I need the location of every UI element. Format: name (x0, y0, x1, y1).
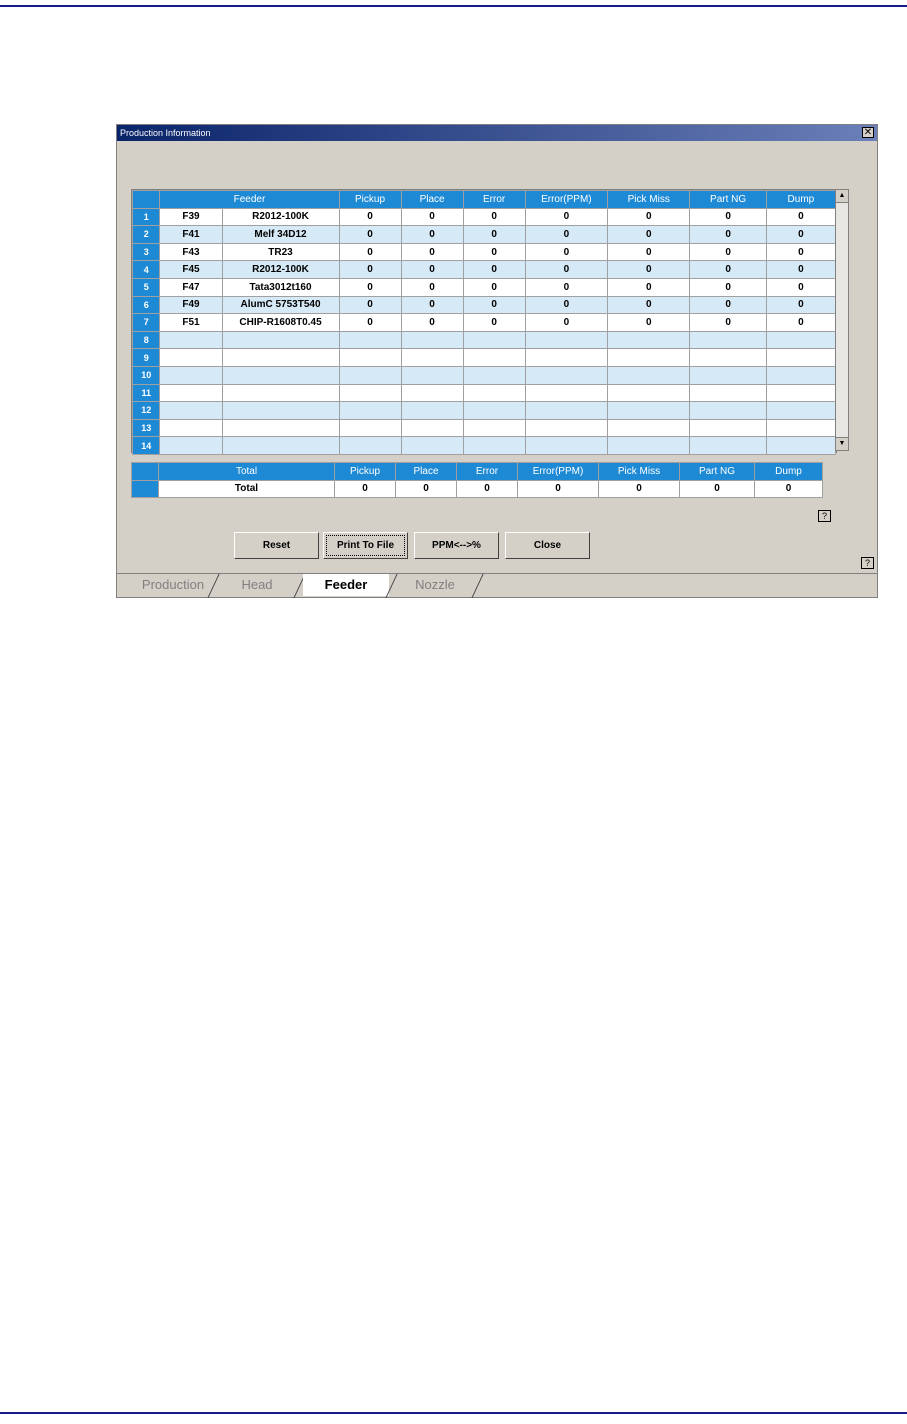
table-row[interactable] (133, 296, 836, 314)
cell-place: 0 (401, 243, 463, 261)
table-row[interactable] (133, 366, 836, 384)
print-to-file-button[interactable]: Print To File (323, 532, 408, 559)
cell-place: 0 (401, 278, 463, 296)
totals-column-header: Part NG (680, 463, 755, 481)
cell-pickup (339, 349, 401, 367)
cell-part (222, 331, 339, 349)
cell-pickup: 0 (339, 261, 401, 279)
ppm-toggle-button[interactable]: PPM<-->% (414, 532, 499, 559)
page-top-rule (0, 5, 907, 7)
cell-error: 0 (463, 296, 525, 314)
cell-error-ppm: 0 (525, 208, 607, 226)
cell-slot: F39 (160, 208, 222, 226)
cell-error-ppm (525, 419, 607, 437)
column-header[interactable]: Part NG (690, 191, 766, 209)
cell-part-ng: 0 (690, 296, 766, 314)
table-row[interactable] (133, 437, 836, 455)
cell-pick-miss: 0 (608, 226, 690, 244)
cell-error: 0 (463, 314, 525, 332)
totals-column-header: Error (457, 463, 518, 481)
cell-part (222, 349, 339, 367)
table-row[interactable] (133, 208, 836, 226)
cell-place: 0 (401, 226, 463, 244)
totals-column-header: Error(PPM) (518, 463, 599, 481)
reset-button[interactable]: Reset (234, 532, 319, 559)
cell-part-ng (690, 402, 766, 420)
row-number: 10 (133, 366, 160, 384)
window-help-icon[interactable]: ? (861, 557, 874, 569)
cell-error-ppm: 0 (525, 278, 607, 296)
cell-error: 0 (463, 226, 525, 244)
row-number: 12 (133, 402, 160, 420)
cell-dump (766, 384, 835, 402)
cell-dump (766, 419, 835, 437)
cell-part: AlumC 5753T540 (222, 296, 339, 314)
cell-slot (160, 349, 222, 367)
cell-error-ppm (525, 331, 607, 349)
table-row[interactable] (133, 261, 836, 279)
totals-table (131, 462, 823, 498)
scroll-up-icon[interactable]: ▲ (836, 190, 848, 203)
cell-place (401, 419, 463, 437)
row-number: 1 (133, 208, 160, 226)
table-row[interactable] (133, 314, 836, 332)
totals-header-row (132, 463, 823, 481)
table-row[interactable] (133, 331, 836, 349)
row-number: 5 (133, 278, 160, 296)
tab-bar (117, 573, 877, 599)
cell-part-ng (690, 366, 766, 384)
cell-place: 0 (401, 208, 463, 226)
row-number: 13 (133, 419, 160, 437)
cell-part-ng (690, 349, 766, 367)
production-information-window (116, 124, 878, 598)
cell-part (222, 384, 339, 402)
table-header-row (133, 191, 836, 209)
cell-dump: 0 (766, 208, 835, 226)
cell-error (463, 366, 525, 384)
cell-part: TR23 (222, 243, 339, 261)
cell-error-ppm (525, 437, 607, 455)
cell-pick-miss (608, 384, 690, 402)
tab-head[interactable]: Head (241, 577, 273, 592)
cell-place (401, 402, 463, 420)
totals-column-header: Total (159, 463, 335, 481)
cell-pick-miss: 0 (608, 314, 690, 332)
totals-column-header: Pick Miss (599, 463, 680, 481)
cell-error (463, 384, 525, 402)
cell-error-ppm (525, 384, 607, 402)
cell-slot (160, 437, 222, 455)
feeder-grid (131, 189, 837, 453)
cell-pickup (339, 402, 401, 420)
row-number: 3 (133, 243, 160, 261)
row-number: 2 (133, 226, 160, 244)
cell-error: 0 (463, 261, 525, 279)
cell-part (222, 437, 339, 455)
cell-error-ppm (525, 366, 607, 384)
row-number: 11 (133, 384, 160, 402)
cell-slot (160, 402, 222, 420)
cell-dump: 0 (766, 314, 835, 332)
totals-value: 0 (335, 480, 396, 498)
cell-part: R2012-100K (222, 208, 339, 226)
close-button[interactable]: Close (505, 532, 590, 559)
cell-slot (160, 419, 222, 437)
header-corner (132, 463, 159, 481)
column-header[interactable]: Pickup (339, 191, 401, 209)
cell-pick-miss: 0 (608, 296, 690, 314)
cell-pickup (339, 419, 401, 437)
close-icon[interactable]: ✕ (863, 127, 873, 138)
cell-slot (160, 331, 222, 349)
cell-pick-miss (608, 419, 690, 437)
cell-part (222, 402, 339, 420)
tab-nozzle[interactable]: Nozzle (415, 577, 455, 592)
cell-error-ppm (525, 349, 607, 367)
totals-row (132, 480, 823, 498)
tab-feeder[interactable]: Feeder (303, 574, 389, 596)
cell-pickup: 0 (339, 314, 401, 332)
scroll-down-icon[interactable]: ▼ (836, 437, 848, 450)
totals-value: 0 (680, 480, 755, 498)
row-number: 9 (133, 349, 160, 367)
cell-part-ng (690, 331, 766, 349)
table-row[interactable] (133, 419, 836, 437)
cell-slot: F45 (160, 261, 222, 279)
totals-value: 0 (599, 480, 680, 498)
cell-slot: F41 (160, 226, 222, 244)
cell-error-ppm: 0 (525, 296, 607, 314)
cell-part: Melf 34D12 (222, 226, 339, 244)
cell-error (463, 437, 525, 455)
column-header[interactable]: Error(PPM) (525, 191, 607, 209)
cell-part (222, 419, 339, 437)
cell-pickup: 0 (339, 243, 401, 261)
cell-slot: F49 (160, 296, 222, 314)
grid-vertical-scrollbar[interactable] (835, 189, 849, 451)
row-number: 8 (133, 331, 160, 349)
totals-value: 0 (396, 480, 457, 498)
totals-value: 0 (518, 480, 599, 498)
row-number: 14 (133, 437, 160, 455)
totals-column-header: Pickup (335, 463, 396, 481)
cell-dump: 0 (766, 261, 835, 279)
cell-error-ppm: 0 (525, 243, 607, 261)
table-row[interactable] (133, 384, 836, 402)
row-number: 4 (133, 261, 160, 279)
column-header[interactable]: Place (401, 191, 463, 209)
cell-place (401, 366, 463, 384)
cell-part-ng: 0 (690, 208, 766, 226)
cell-dump: 0 (766, 296, 835, 314)
cell-place (401, 384, 463, 402)
totals-label: Total (159, 480, 335, 498)
cell-pick-miss: 0 (608, 208, 690, 226)
cell-pickup (339, 384, 401, 402)
cell-slot (160, 384, 222, 402)
cell-part: R2012-100K (222, 261, 339, 279)
cell-error-ppm: 0 (525, 226, 607, 244)
cell-pick-miss: 0 (608, 261, 690, 279)
cell-dump: 0 (766, 226, 835, 244)
cell-slot (160, 366, 222, 384)
cell-part: CHIP-R1608T0.45 (222, 314, 339, 332)
cell-dump (766, 437, 835, 455)
page-bottom-rule (0, 1412, 907, 1414)
table-row[interactable] (133, 226, 836, 244)
cell-error (463, 331, 525, 349)
cell-place: 0 (401, 314, 463, 332)
totals-value: 0 (457, 480, 518, 498)
cell-dump (766, 331, 835, 349)
cell-error: 0 (463, 243, 525, 261)
help-icon[interactable]: ? (818, 510, 831, 522)
column-header[interactable]: Error (463, 191, 525, 209)
cell-pick-miss (608, 402, 690, 420)
cell-pick-miss (608, 437, 690, 455)
cell-part (222, 366, 339, 384)
table-row[interactable] (133, 402, 836, 420)
cell-pick-miss: 0 (608, 243, 690, 261)
cell-part-ng: 0 (690, 226, 766, 244)
cell-place (401, 331, 463, 349)
cell-part-ng: 0 (690, 261, 766, 279)
cell-pick-miss: 0 (608, 278, 690, 296)
cell-pickup (339, 366, 401, 384)
cell-part-ng: 0 (690, 314, 766, 332)
cell-slot: F43 (160, 243, 222, 261)
row-number: 6 (133, 296, 160, 314)
cell-dump: 0 (766, 278, 835, 296)
cell-pick-miss (608, 366, 690, 384)
cell-part-ng (690, 419, 766, 437)
cell-dump (766, 349, 835, 367)
cell-dump (766, 366, 835, 384)
cell-dump: 0 (766, 243, 835, 261)
feeder-table (132, 190, 836, 455)
cell-error: 0 (463, 278, 525, 296)
cell-pickup: 0 (339, 296, 401, 314)
row-number (132, 480, 159, 498)
header-corner (133, 191, 160, 209)
cell-pickup (339, 437, 401, 455)
cell-part-ng (690, 437, 766, 455)
cell-pickup (339, 331, 401, 349)
tab-production[interactable]: Production (141, 577, 205, 592)
cell-error-ppm: 0 (525, 261, 607, 279)
totals-column-header: Place (396, 463, 457, 481)
cell-part-ng: 0 (690, 243, 766, 261)
cell-pickup: 0 (339, 208, 401, 226)
totals-value: 0 (755, 480, 823, 498)
cell-pick-miss (608, 349, 690, 367)
cell-place: 0 (401, 296, 463, 314)
cell-slot: F51 (160, 314, 222, 332)
column-header[interactable]: Feeder (160, 191, 339, 209)
totals-column-header: Dump (755, 463, 823, 481)
table-row[interactable] (133, 278, 836, 296)
cell-place (401, 349, 463, 367)
cell-dump (766, 402, 835, 420)
cell-error (463, 419, 525, 437)
row-number: 7 (133, 314, 160, 332)
cell-part: Tata3012t160 (222, 278, 339, 296)
window-title: Production Information (117, 125, 877, 141)
table-row[interactable] (133, 349, 836, 367)
cell-place (401, 437, 463, 455)
cell-error-ppm (525, 402, 607, 420)
cell-error (463, 349, 525, 367)
cell-pickup: 0 (339, 226, 401, 244)
cell-pickup: 0 (339, 278, 401, 296)
table-row[interactable] (133, 243, 836, 261)
cell-error-ppm: 0 (525, 314, 607, 332)
cell-slot: F47 (160, 278, 222, 296)
cell-place: 0 (401, 261, 463, 279)
cell-error (463, 402, 525, 420)
cell-part-ng: 0 (690, 278, 766, 296)
cell-pick-miss (608, 331, 690, 349)
cell-part-ng (690, 384, 766, 402)
column-header[interactable]: Dump (766, 191, 835, 209)
cell-error: 0 (463, 208, 525, 226)
column-header[interactable]: Pick Miss (608, 191, 690, 209)
